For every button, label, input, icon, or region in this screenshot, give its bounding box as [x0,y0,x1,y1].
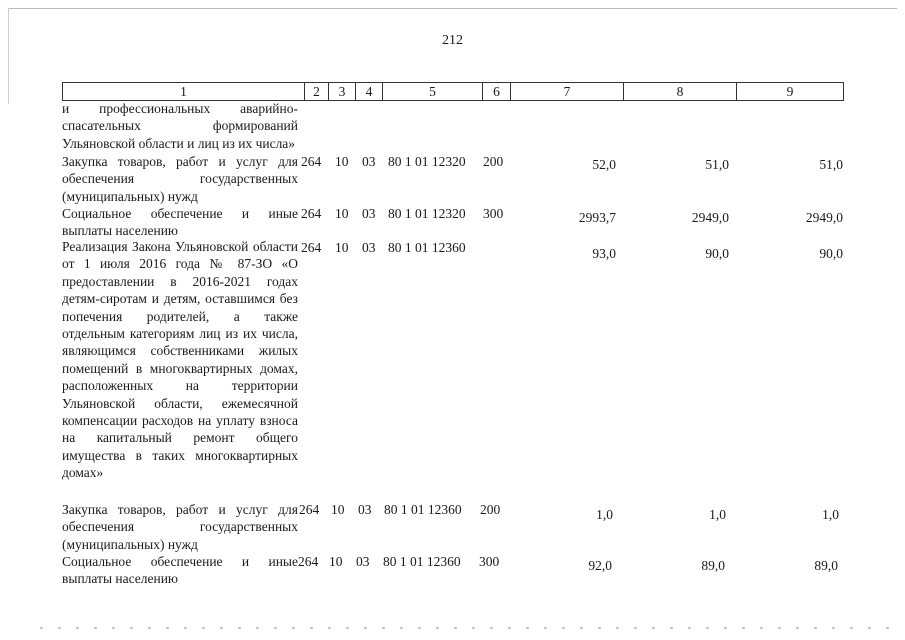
cell-value-8: 89,0 [701,558,725,573]
cell-code-5: 80 1 01 12320 [388,154,466,169]
page-frame-left-line [8,8,9,104]
cell-code-5: 80 1 01 12360 [384,502,462,517]
cell-value-7: 52,0 [592,157,616,172]
cell-value-7: 92,0 [588,558,612,573]
header-col-7: 7 [510,83,623,100]
cell-value-7: 1,0 [596,507,613,522]
cell-value-8: 90,0 [705,246,729,261]
cell-code-4: 03 [356,554,370,569]
header-col-2: 2 [304,83,328,100]
cell-value-9: 51,0 [819,157,843,172]
cell-value-8: 1,0 [709,507,726,522]
header-col-6: 6 [482,83,510,100]
cell-code-5: 80 1 01 12360 [388,240,466,255]
page-frame-top-line [8,8,897,9]
cell-code-2: 264 [298,554,319,569]
table-row-description: и профессиональных аварийно-спасательных формирований Ульяновской области и лиц из их числа» [62,101,298,151]
cell-code-4: 03 [362,154,376,169]
header-col-3: 3 [328,83,355,100]
cell-value-8: 2949,0 [691,210,729,225]
cell-code-4: 03 [358,502,372,517]
table-row-description: Реализация Закона Ульяновской области от 1 июля 2016 года № 87-ЗО «О предоставлении в 2016-2021 годах детям-сиротам и детям, оставшимся без попечения родителей, а также отдельным категориям лиц из их числа, являющимся собственниками жилых помещений в многоквартирных домах, расположенных на территории Ульяновской области, ежемесячной компенсации расходов на уплату взноса на капитальный ремонт общего имущества в таких многоквартирных домах» [62,239,298,481]
cell-code-3: 10 [335,240,349,255]
cell-code-6: 200 [480,502,501,517]
cell-value-9: 2949,0 [805,210,843,225]
cell-code-2: 264 [301,240,322,255]
cell-value-7: 2993,7 [578,210,616,225]
cell-code-3: 10 [329,554,343,569]
cell-value-7: 93,0 [592,246,616,261]
cell-code-3: 10 [335,206,349,221]
table-row-description: Закупка товаров, работ и услуг для обеспечения государственных (муниципальных) нужд [62,502,298,552]
cell-value-8: 51,0 [705,157,729,172]
cell-code-4: 03 [362,206,376,221]
cell-code-6: 300 [479,554,500,569]
cell-value-9: 89,0 [814,558,838,573]
cell-code-6: 200 [483,154,504,169]
cell-code-5: 80 1 01 12320 [388,206,466,221]
cell-value-9: 1,0 [822,507,839,522]
header-col-1: 1 [180,84,187,99]
cell-code-3: 10 [331,502,345,517]
table-row-description: Социальное обеспечение и иные выплаты населению [62,554,298,587]
cell-code-2: 264 [299,502,320,517]
cell-code-5: 80 1 01 12360 [383,554,461,569]
table-header-row [62,82,844,101]
header-col-5: 5 [382,83,482,100]
header-col-4: 4 [355,83,382,100]
table-row-description: Закупка товаров, работ и услуг для обеспечения государственных (муниципальных) нужд [62,154,298,204]
cell-code-3: 10 [335,154,349,169]
scan-edge-noise [40,627,890,629]
header-col-9: 9 [736,83,843,100]
cell-code-2: 264 [301,154,322,169]
page-number: 212 [442,33,463,48]
cell-code-2: 264 [301,206,322,221]
cell-code-6: 300 [483,206,504,221]
header-col-8: 8 [623,83,736,100]
cell-value-9: 90,0 [819,246,843,261]
cell-code-4: 03 [362,240,376,255]
table-row-description: Социальное обеспечение и иные выплаты населению [62,206,298,239]
